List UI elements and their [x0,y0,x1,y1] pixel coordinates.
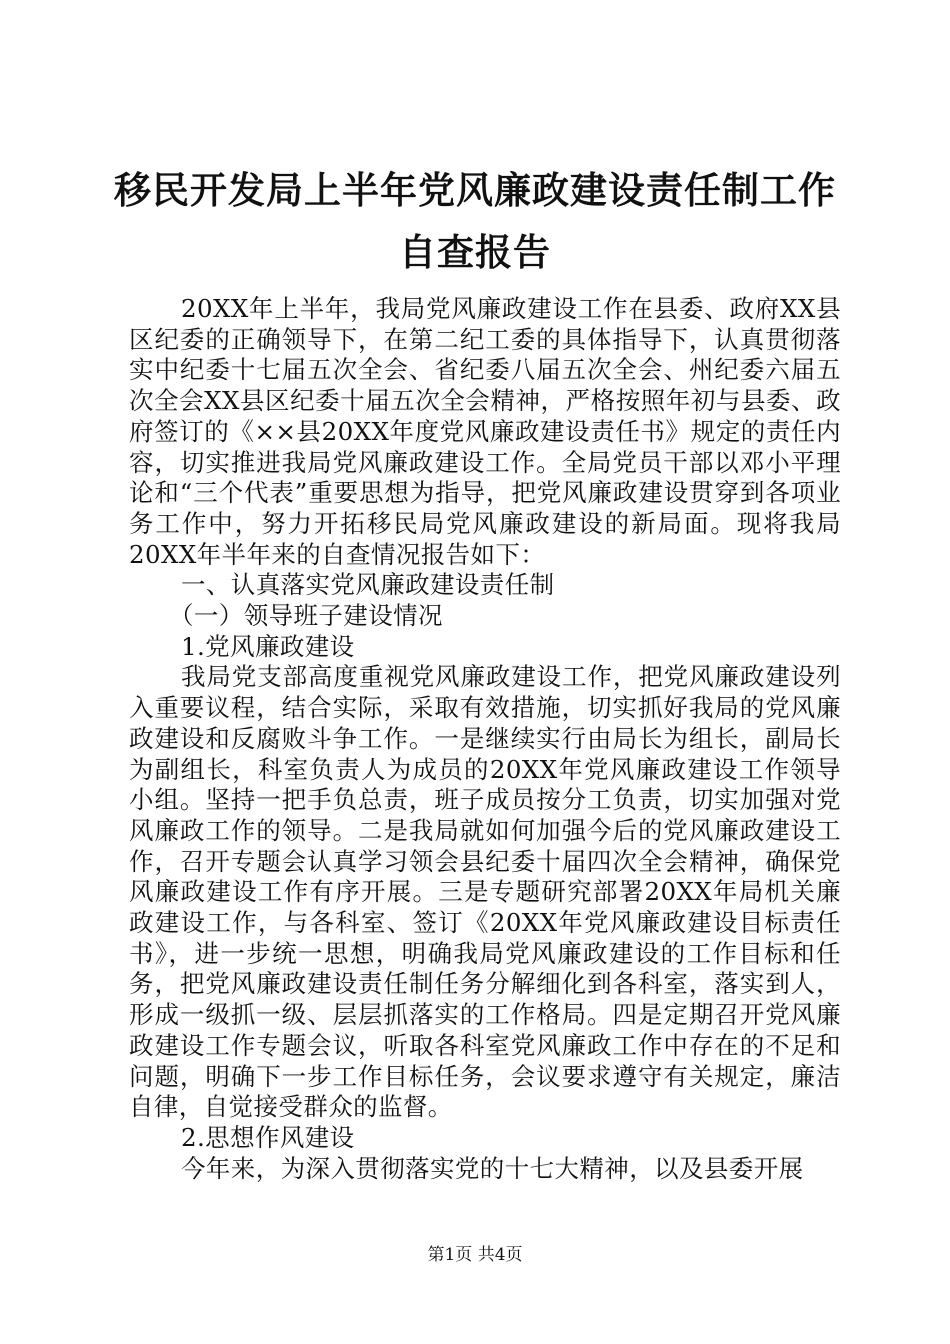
intro-paragraph: 20XX年上半年，我局党风廉政建设工作在县委、政府XX县区纪委的正确领导下，在第二纪工委的具体指导下，认真贯彻落实中纪委十七届五次全会、省纪委八届五次全会、州纪委六届五次全会XX县区纪委十届五次全会精神，严格按照年初与县委、政府签订的《××县20XX年度党风廉政建设责任书》规定的责任内容，切实推进我局党风廉政建设工作。全局党员干部以邓小平理论和“三个代表”重要思想为指导，把党风廉政建设贯穿到各项业务工作中，努力开拓移民局党风廉政建设的新局面。现将我局20XX年半年来的自查情况报告如下： [129,294,841,569]
subsection-heading-1: （一）领导班子建设情况 [169,601,443,631]
section-heading-1: 一、认真落实党风廉政建设责任制 [181,570,555,600]
page-footer: 第1页 共4页 [427,1245,523,1265]
item-heading-2: 2.思想作风建设 [181,1122,355,1152]
document-title: 移民开发局上半年党风廉政建设责任制工作自查报告 [114,169,836,274]
item-heading-1: 1.党风廉政建设 [181,631,355,661]
body-paragraph-2: 今年来，为深入贯彻落实党的十七大精神，以及县委开展 [181,1153,804,1183]
body-paragraph-1: 我局党支部高度重视党风廉政建设工作，把党风廉政建设列入重要议程，结合实际，采取有效措施，切实抓好我局的党风廉政建设和反腐败斗争工作。一是继续实行由局长为组长，副局长为副组长，科室负责人为成员的20XX年党风廉政建设工作领导小组。坚持一把手负总责，班子成员按分工负责，切实加强对党风廉政工作的领导。二是我局就如何加强今后的党风廉政建设工作，召开专题会认真学习领会县纪委十届四次全会精神，确保党风廉政建设工作有序开展。三是专题研究部署20XX年局机关廉政建设工作，与各科室、签订《20XX年党风廉政建设目标责任书》，进一步统一思想，明确我局党风廉政建设的工作目标和任务，把党风廉政建设责任制任务分解细化到各科室，落实到人，形成一级抓一级、层层抓落实的工作格局。四是定期召开党风廉政建设工作专题会议，听取各科室党风廉政工作中存在的不足和问题，明确下一步工作目标任务，会议要求遵守有关规定，廉洁自律，自觉接受群众的监督。 [129,662,841,1122]
document-body [129,294,841,1184]
